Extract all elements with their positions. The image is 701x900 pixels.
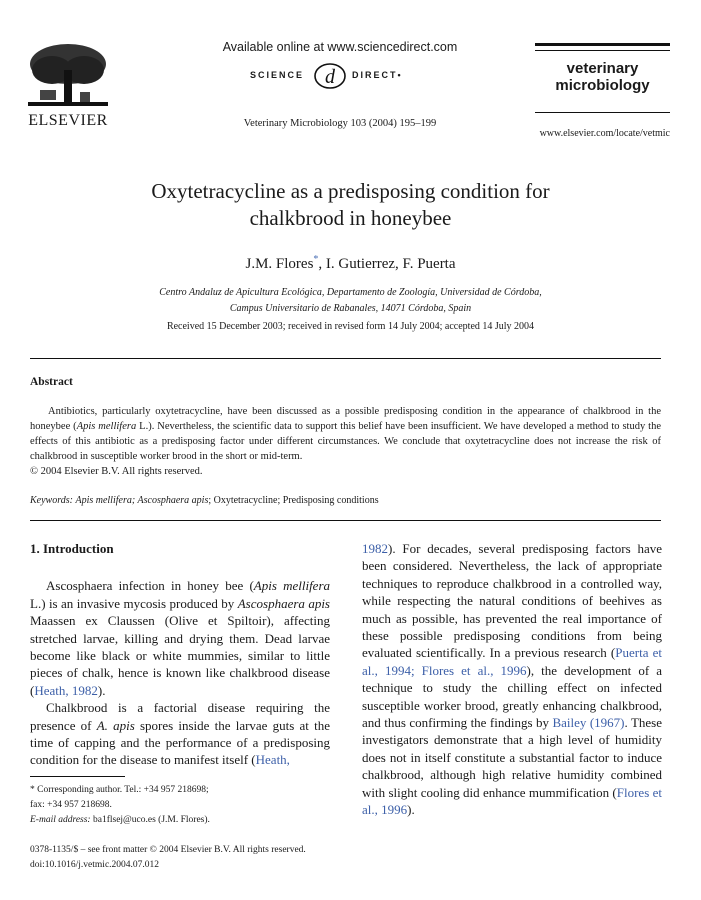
journal-name-line1: veterinary	[566, 60, 639, 77]
footnote-fax: fax: +34 957 218698.	[30, 800, 112, 810]
title-line1: Oxytetracycline as a predisposing condition for	[151, 179, 550, 203]
footnote	[30, 783, 350, 828]
corresponding-author-mark[interactable]: *	[313, 254, 319, 265]
keywords-plain: ; Oxytetracycline; Predisposing conditions	[208, 495, 379, 506]
keywords-italic: Apis mellifera; Ascosphaera apis	[75, 495, 209, 506]
doi-line[interactable]: doi:10.1016/j.vetmic.2004.07.012	[30, 860, 160, 870]
keywords	[30, 495, 661, 506]
affiliation	[100, 285, 601, 317]
issn-block	[30, 843, 430, 873]
sciencedirect-logo	[230, 62, 450, 90]
author-list	[80, 254, 621, 273]
intro-paragraph-2: Chalkbrood is a factorial disease requiring the presence of A. apis spores inside the larvae guts at the time of capping and the performance of a predisposing condition for the disease to manifest itself (Heath,	[30, 700, 330, 768]
journal-citation: Veterinary Microbiology 103 (2004) 195–199	[243, 118, 437, 129]
abstract-rule-bottom	[30, 520, 661, 521]
abstract-rule-top	[30, 358, 661, 359]
ref-link-heath[interactable]: Heath,	[255, 752, 290, 768]
journal-name	[535, 60, 670, 94]
column-right	[362, 540, 662, 819]
author-flores: J.M. Flores	[245, 256, 314, 272]
journal-url[interactable]: www.elsevier.com/locate/vetmic	[539, 128, 670, 139]
direct-label: DIRECT•	[352, 70, 403, 80]
title-line2: chalkbrood in honeybee	[249, 206, 452, 230]
section-heading-introduction: 1. Introduction	[30, 541, 114, 556]
article-title	[80, 178, 621, 232]
science-label: SCIENCE	[250, 70, 305, 80]
journal-rule-thick	[535, 43, 670, 46]
abstract-copyright: © 2004 Elsevier B.V. All rights reserved.	[30, 466, 203, 477]
column-left	[30, 540, 330, 769]
keywords-label: Keywords:	[30, 495, 73, 506]
sciencedirect-d-icon	[312, 62, 348, 90]
journal-rule-bottom	[535, 112, 670, 113]
journal-name-line2: microbiology	[555, 77, 650, 94]
affiliation-line2: Campus Universitario de Rabanales, 14071 Córdoba, Spain	[229, 303, 472, 314]
ref-link-heath-1982[interactable]: Heath, 1982	[34, 682, 98, 698]
footnote-email: E-mail address: ba1flsej@uco.es (J.M. Flores).	[30, 815, 210, 825]
svg-text:d: d	[325, 66, 335, 88]
author-others: , I. Gutierrez, F. Puerta	[318, 256, 456, 272]
intro-paragraph-1: Ascosphaera infection in honey bee (Apis mellifera L.) is an invasive mycosis produced by Ascosphaera apis Maassen ex Claussen (Olive et Spiltoir), affecting stretched larvae, killing and drying them. Dead larvae become like black or white mummies, similar to little pieces of chalk, hence is known like chalkbrood disease (Heath, 1982).	[30, 578, 331, 698]
ref-link-1982[interactable]: 1982	[362, 541, 388, 556]
intro-paragraph-2-cont: 1982). For decades, several predisposing factors have been considered. Nevertheless, the lack of appropriate techniques to reproduce chalkbrood in a controlled way, while respecting the natural conditions of beehives as much as possible, has prevented the real importance of these possible predisposing conditions from being evaluated scientifically. In a previous research (Puerta et al., 1994; Flores et al., 1996), the development of a technique to study the chilling effect on infected susceptible worker brood, greatly enhancing chalkbrood, and thus confirming the findings by Bailey (1967). These investigators demonstrate that a high level of humidity does not in itself constitute a substantial factor to induce chalkbrood, although high relative humidity combined with slight cooling did enhance mummification (Flores et al., 1996).	[362, 541, 663, 818]
ref-link-flores-1996[interactable]: Flores et al., 1996	[362, 784, 662, 818]
received-dates: Received 15 December 2003; received in revised form 14 July 2004; accepted 14 July 2004	[166, 321, 535, 332]
abstract-heading: Abstract	[30, 376, 73, 388]
footnote-corresponding: * Corresponding author. Tel.: +34 957 218698;	[30, 785, 209, 795]
publisher-name: ELSEVIER	[28, 112, 108, 129]
ref-link-puerta-flores[interactable]: Puerta et al., 1994; Flores et al., 1996	[362, 645, 662, 678]
available-online: Available online at www.sciencedirect.com	[222, 40, 458, 54]
issn-line: 0378-1135/$ – see front matter © 2004 Elsevier B.V. All rights reserved.	[30, 845, 306, 855]
journal-rule-thin	[535, 50, 670, 51]
ref-link-bailey-1967[interactable]: Bailey (1967)	[552, 715, 625, 731]
abstract-text: Antibiotics, particularly oxytetracycline, have been discussed as a possible predisposing condition in the appearance of chalkbrood in the honeybee (Apis mellifera L.). Nevertheless, the scientific data to support this belief have been insufficient. We have developed a method to study the effects of this antibiotic as a predisposing factor under different circumstances. We conclude that oxytetracycline does not increase the risk of chalkbrood in susceptible worker brood in the short or mid-term. © 2004 Elsevier B.V. All rights reserved.	[30, 406, 661, 477]
elsevier-tree-icon	[22, 40, 114, 112]
affiliation-line1: Centro Andaluz de Apicultura Ecológica, Departamento de Zoología, Universidad de Córdoba,	[159, 287, 542, 298]
footnote-rule	[30, 776, 125, 777]
